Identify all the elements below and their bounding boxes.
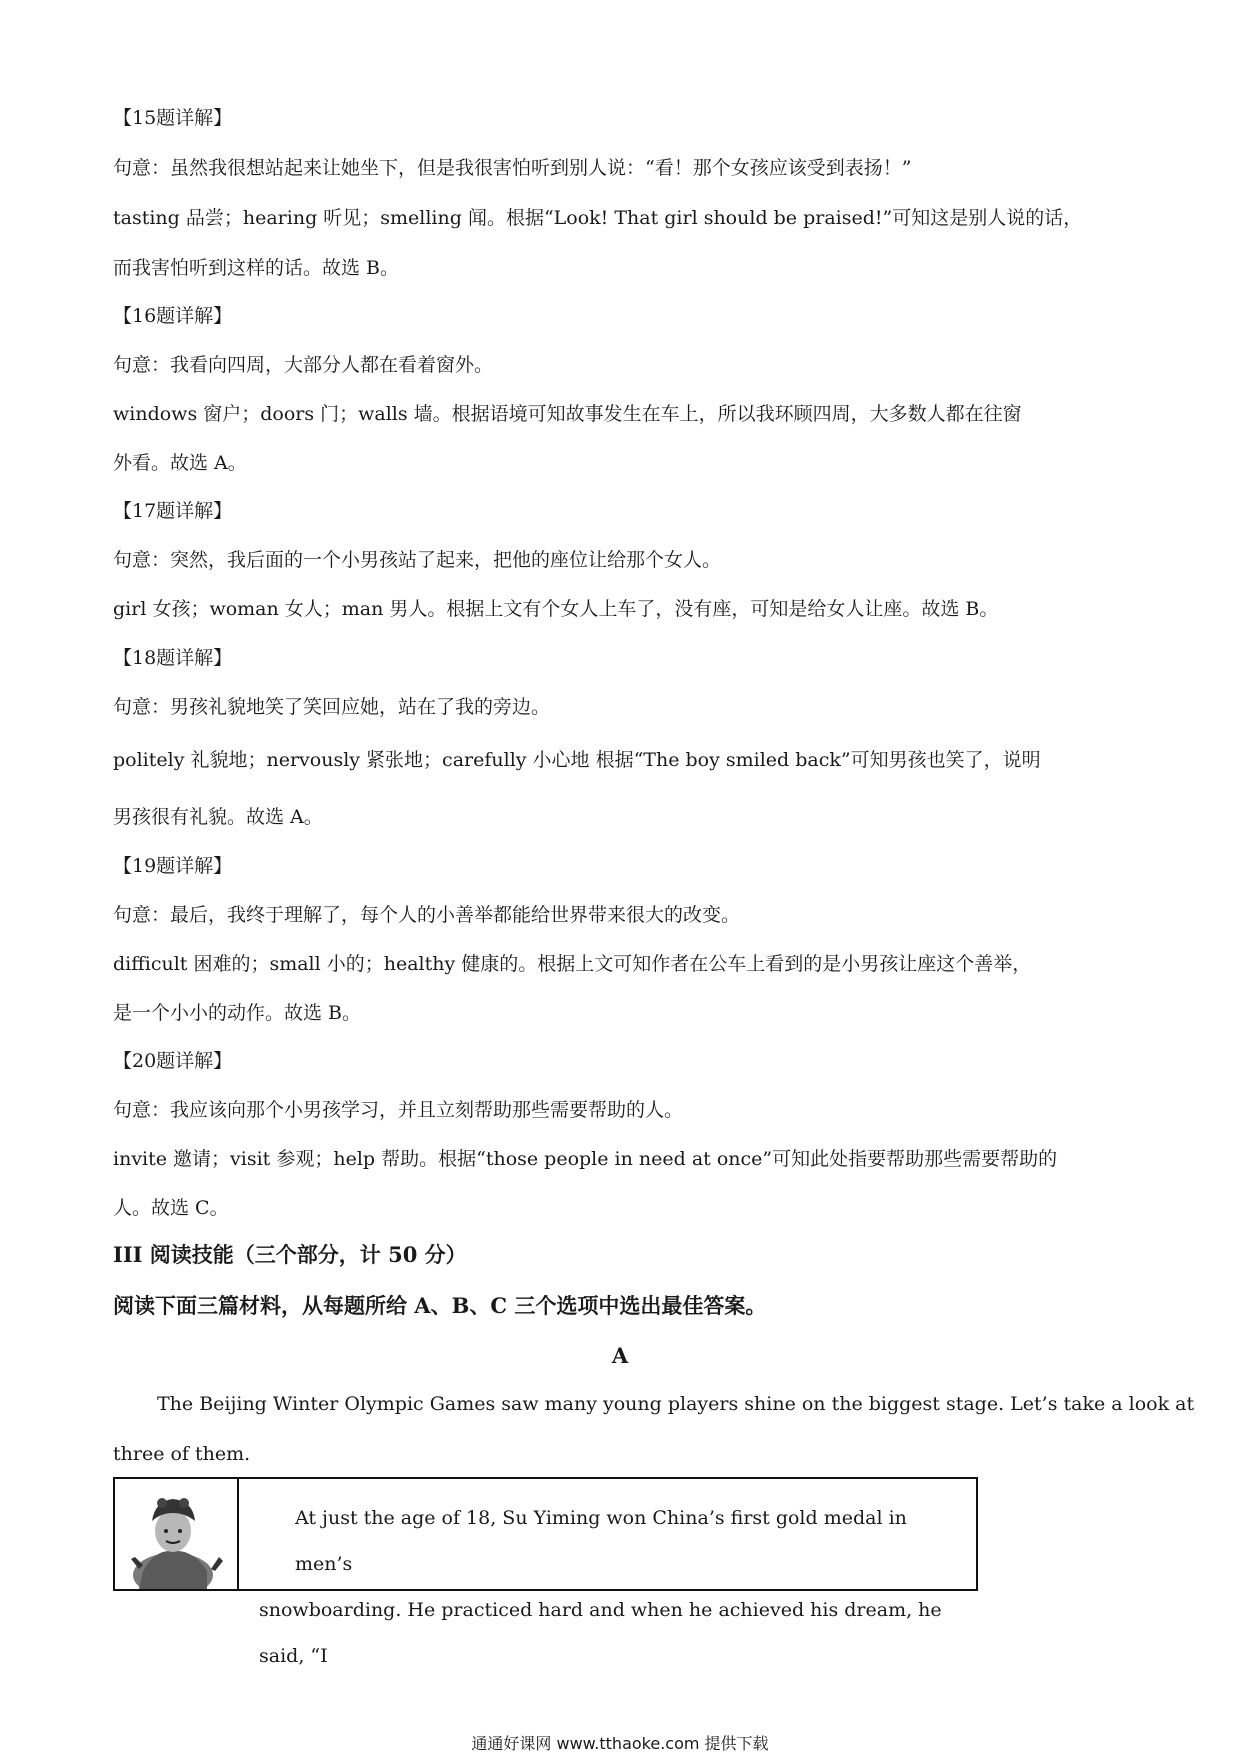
q19-heading: 【19题详解】	[113, 855, 233, 877]
q17-explanation-line-1: girl 女孩；woman 女人；man 男人。根据上文有个女人上车了，没有座，可知是给女人让座。故选 B。	[113, 598, 999, 620]
q20-explanation-line-1: invite 邀请；visit 参观；help 帮助。根据“those people in need at once”可知此处指要帮助那些需要帮助的	[113, 1148, 1058, 1170]
section-title: III 阅读技能（三个部分，计 50 分）	[113, 1242, 467, 1267]
passage-label: A	[611, 1343, 629, 1368]
q16-explanation-line-2: 外看。故选 A。	[113, 452, 247, 474]
q18-explanation-line-1: politely 礼貌地；nervously 紧张地；carefully 小心地 根据“The boy smiled back”可知男孩也笑了，说明	[113, 749, 1041, 771]
section-instruction: 阅读下面三篇材料，从每题所给 A、B、C 三个选项中选出最佳答案。	[113, 1293, 767, 1318]
q17-heading: 【17题详解】	[113, 500, 233, 522]
athlete-table	[113, 1477, 978, 1667]
athlete-description	[239, 1479, 976, 1679]
athlete-photo-image	[115, 1479, 237, 1589]
q19-meaning: 句意：最后，我终于理解了，每个人的小善举都能给世界带来很大的改变。	[113, 904, 741, 926]
q18-heading: 【18题详解】	[113, 647, 233, 669]
athlete-description-line-1: At just the age of 18, Su Yiming won China’s first gold medal in men’s	[295, 1507, 907, 1575]
q20-heading: 【20题详解】	[113, 1050, 233, 1072]
athlete-photo	[115, 1479, 239, 1589]
q18-meaning: 句意：男孩礼貌地笑了笑回应她，站在了我的旁边。	[113, 696, 551, 718]
q15-meaning: 句意：虽然我很想站起来让她坐下，但是我很害怕听到别人说：“看！那个女孩应该受到表扬！”	[113, 157, 912, 179]
q15-explanation-line-1: tasting 品尝；hearing 听见；smelling 闻。根据“Look! That girl should be praised!”可知这是别人说的话，	[113, 207, 1083, 229]
q19-explanation-line-2: 是一个小小的动作。故选 B。	[113, 1002, 362, 1024]
footer-credit: 通通好课网 www.tthaoke.com 提供下载	[471, 1734, 769, 1753]
q16-explanation-line-1: windows 窗户；doors 门；walls 墙。根据语境可知故事发生在车上，所以我环顾四周，大多数人都在往窗	[113, 403, 1022, 425]
q17-meaning: 句意：突然，我后面的一个小男孩站了起来，把他的座位让给那个女人。	[113, 549, 722, 571]
q15-explanation-line-2: 而我害怕听到这样的话。故选 B。	[113, 257, 400, 279]
q16-meaning: 句意：我看向四周，大部分人都在看着窗外。	[113, 354, 494, 376]
athlete-description-line-2: snowboarding. He practiced hard and when he achieved his dream, he said, “I	[259, 1599, 942, 1667]
q18-explanation-line-2: 男孩很有礼貌。故选 A。	[113, 806, 323, 828]
q16-heading: 【16题详解】	[113, 305, 233, 327]
q15-heading: 【15题详解】	[113, 107, 233, 129]
q20-meaning: 句意：我应该向那个小男孩学习，并且立刻帮助那些需要帮助的人。	[113, 1099, 684, 1121]
q20-explanation-line-2: 人。故选 C。	[113, 1197, 229, 1219]
passage-intro-line-2: three of them.	[113, 1443, 251, 1465]
q19-explanation-line-1: difficult 困难的；small 小的；healthy 健康的。根据上文可知作者在公车上看到的是小男孩让座这个善举，	[113, 953, 1032, 975]
passage-intro-line-1: The Beijing Winter Olympic Games saw many young players shine on the biggest stage. Let’s take a look at	[157, 1393, 1195, 1415]
